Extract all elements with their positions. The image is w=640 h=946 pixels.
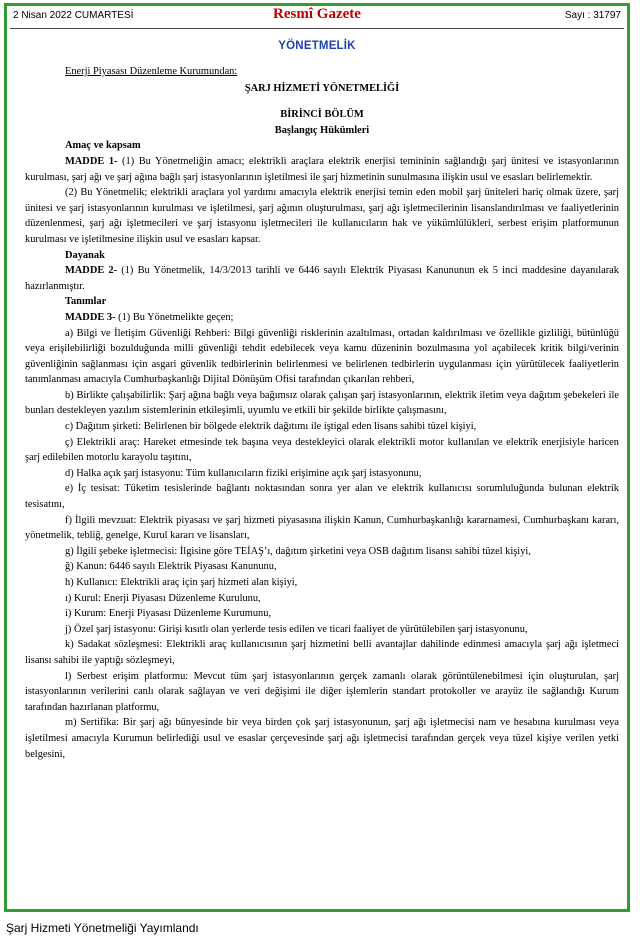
regulation-title: ŞARJ HİZMETİ YÖNETMELİĞİ — [244, 82, 400, 94]
article-1-para-2: (2) Bu Yönetmelik; elektrikli araçlara yol yardımı amacıyla elektrik enerjisi temin eden mobil şarj üniteleri hariç olmak üzere, şarj ünitesi ve şarj istasyonlarının kurulması ve işletilmesi, şarj ağının oluşturulması, şarj ağı işletmecilerinin lisanslandırılması ve faaliyetlerinin düzenlenmesi, şarj ağı işletmecileri ve şarj istasyonu işletmecileri ile kullanıcıların hak ve yükümlülükleri, serbest erişim platformunun kurulması ve işletilmesine ilişkin usul ve esasları kapsar. — [25, 187, 619, 245]
article-1-label: MADDE 1- — [65, 155, 118, 167]
article-3-para-1 — [25, 310, 619, 326]
issue-date: 2 Nisan 2022 CUMARTESİ — [13, 10, 134, 21]
article-3-label: MADDE 3- — [65, 311, 116, 323]
article-2-label: MADDE 2- — [65, 265, 118, 277]
article-3-text-1: (1) Bu Yönetmelikte geçen; — [115, 311, 234, 323]
definition-item: b) Birlikte çalışabilirlik: Şarj ağına bağlı veya bağımsız olarak çalışan şarj istasyonlarının, elektrik iletim veya dağıtım şebekeleri ile bunları destekleyen yazılım sistemlerinin etkileşimli, uyumlu ve etkili bir şekilde birlikte çalışmasını, — [25, 389, 619, 417]
definition-item: l) Serbest erişim platformu: Mevcut tüm şarj istasyonlarının gerçek zamanlı olarak görüntülenebilmesi için oluşturulan, şarj istasyonlarının verilerini canlı olarak sağlayan ve veri değişimi ile diğer işlemlerin standart protokoller ve arayüz ile sağlandığı Kurum tarafından hazırlanan platformu, — [25, 670, 619, 713]
heading-basis: Dayanak — [65, 249, 105, 261]
article-1-text-1: (1) Bu Yönetmeliğin amacı; elektrikli araçlara elektrik enerjisi temininin sağlandığı şarj ünitesi ve istasyonlarının kurulması, şarj ağı ve şarj ağına bağlı şarj istasyonlarının işletilmesi ile şarj hizmetinin sunulmasına ilişkin usul ve esasları belirlemektir. — [25, 155, 619, 183]
part-title: BİRİNCİ BÖLÜM — [280, 109, 364, 121]
gazette-title: Resmî Gazete — [273, 6, 361, 22]
gazette-page — [4, 3, 630, 912]
definition-item: g) İlgili şebeke işletmecisi: İlgisine göre TEİAŞ’ı, dağıtım şirketini veya OSB dağıtım lisansı sahibi tüzel kişiyi, — [65, 545, 531, 557]
section-kind: YÖNETMELİK — [278, 40, 356, 52]
article-2-para-1 — [25, 263, 619, 294]
article-1-para-1 — [25, 154, 619, 185]
definition-item: ı) Kurul: Enerji Piyasası Düzenleme Kurulunu, — [65, 592, 261, 604]
definition-item: h) Kullanıcı: Elektrikli araç için şarj hizmeti alan kişiyi, — [65, 577, 298, 588]
issuing-authority: Enerji Piyasası Düzenleme Kurumundan: — [65, 66, 238, 77]
article-2-text-1: (1) Bu Yönetmelik, 14/3/2013 tarihli ve 6446 sayılı Elektrik Piyasası Kanununun ek 5 inci maddesine dayanılarak hazırlanmıştır. — [25, 265, 619, 292]
definition-item: a) Bilgi ve İletişim Güvenliği Rehberi: Bilgi güvenliği risklerinin azaltılması, ortadan kaldırılması ve özellikle gizliliği, bütünlüğü veya erişilebilirliği bozulduğunda milli güvenliği tehdit edebilecek veya kamu düzeninin bozulmasına yol açabilecek kritik bilgi/verinin güvenliğinin sağlanması için asgari güvenlik tedbirlerinin belirlenmesi ve belirlenen tedbirlerin uygulanması için yürütülecek faaliyetlerin tanımlanması amacıyla Cumhurbaşkanlığı Dijital Dönüşüm Ofisi tarafından çıkarılan rehberi, — [25, 327, 619, 386]
document-body — [7, 64, 627, 762]
heading-purpose: Amaç ve kapsam — [65, 140, 141, 152]
part-subtitle: Başlangıç Hükümleri — [274, 124, 370, 136]
image-caption: Şarj Hizmeti Yönetmeliği Yayımlandı — [6, 921, 199, 935]
header-divider — [10, 28, 624, 29]
definition-item: i) Kurum: Enerji Piyasası Düzenleme Kurumunu, — [65, 608, 272, 620]
definition-item: d) Halka açık şarj istasyonu: Tüm kullanıcıların fiziki erişimine açık şarj istasyonunu, — [65, 467, 422, 479]
definition-item: k) Sadakat sözleşmesi: Elektrikli araç kullanıcısının şarj hizmetini belli avantajlar dahilinde edinmesi amacıyla şarj ağı işletmeci lisansı sahibi ile yaptığı sözleşmeyi, — [25, 639, 619, 666]
definition-item: e) İç tesisat: Tüketim tesislerinde bağlantı noktasından sonra yer alan ve elektrik kullanıcısı sorumluluğunda bulunan elektrik tesisatını, — [25, 483, 619, 511]
issue-number: Sayı : 31797 — [564, 10, 621, 21]
definition-item: c) Dağıtım şirketi: Belirlenen bir bölgede elektrik dağıtımı ile iştigal eden lisans sahibi tüzel kişiyi, — [65, 421, 477, 433]
definition-item: f) İlgili mevzuat: Elektrik piyasası ve şarj hizmeti piyasasına ilişkin Kanun, Cumhurbaşkanlığı kararnamesi, Cumhurbaşkanı kararı, yönetmelik, tebliğ, genelge, Kurul kararı ve lisansları, — [25, 514, 619, 542]
definition-item: ğ) Kanun: 6446 sayılı Elektrik Piyasası Kanununu, — [65, 561, 277, 573]
heading-definitions: Tanımlar — [65, 296, 107, 308]
definition-item: j) Özel şarj istasyonu: Girişi kısıtlı olan yerlerde tesis edilen ve ticari faaliyet de yürütülebilen şarj istasyonunu, — [65, 623, 528, 635]
gazette-header — [7, 6, 627, 28]
definition-item: m) Sertifika: Bir şarj ağı bünyesinde bir veya birden çok şarj istasyonunun, şarj ağı işletmecisi nam ve hesabına kurulması veya işletilmesi amacıyla Kurumun belirlediği usul ve esaslar çerçevesinde şarj ağı işletmecisi tarafından gerçek veya tüzel kişiye verilen yetki belgesini, — [25, 717, 619, 760]
definition-item: ç) Elektrikli araç: Hareket etmesinde tek başına veya destekleyici olarak elektrikli motor kullanılan ve elektrik enerjisiyle haricen şarj edilebilen motorlu karayolu taşıtını, — [25, 436, 619, 464]
